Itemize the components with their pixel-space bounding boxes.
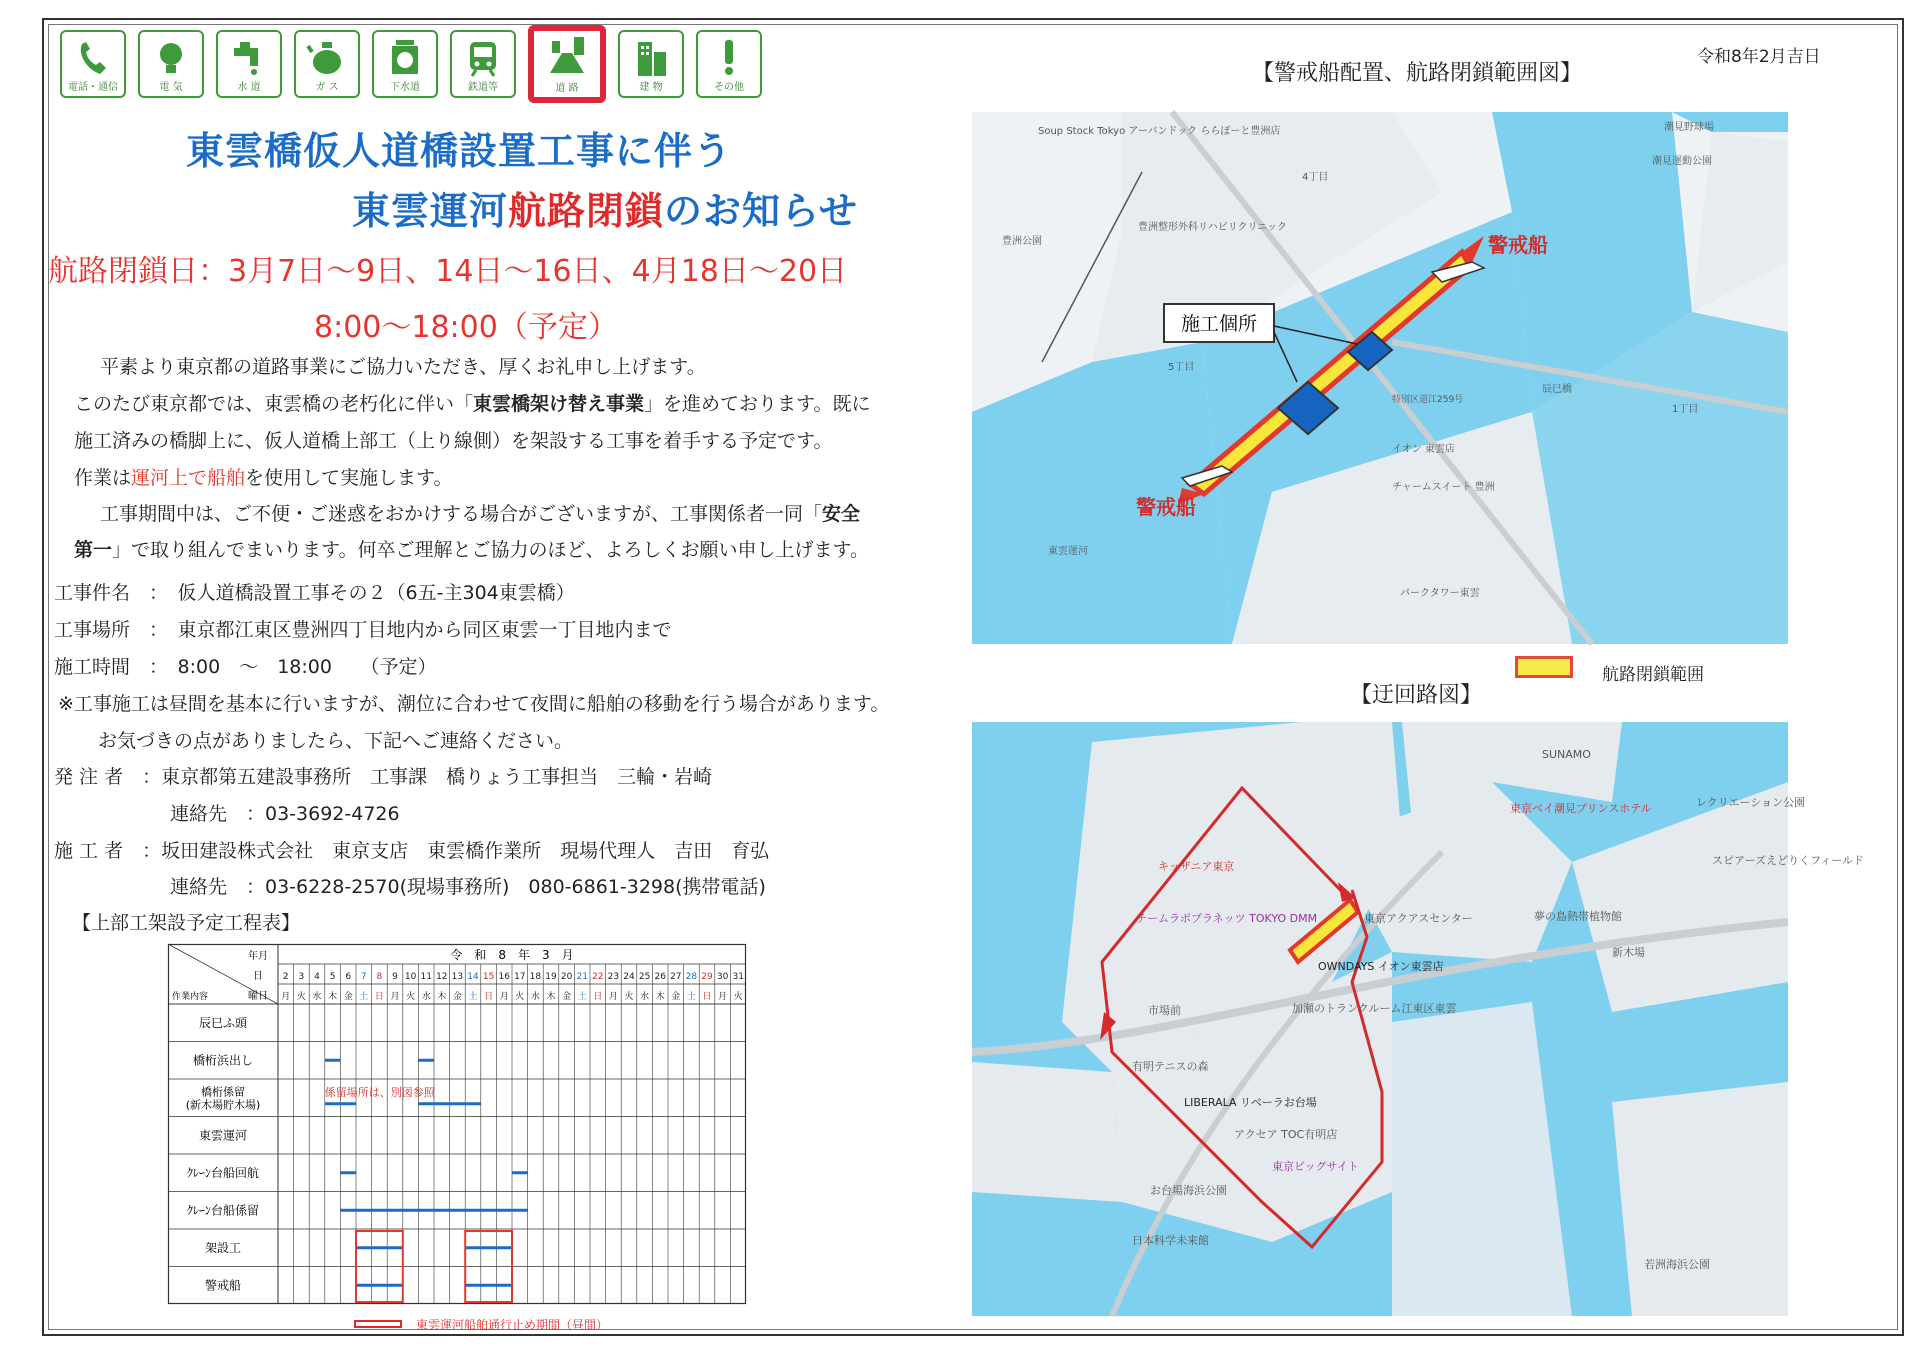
map1-place-label: 東雲運河 bbox=[1048, 546, 1088, 557]
closure-area-map bbox=[972, 112, 1788, 644]
map1-place-label: 潮見運動公園 bbox=[1652, 156, 1712, 167]
schedule-day: 21 bbox=[576, 972, 588, 982]
body-paragraph-3: 施工済みの橋脚上に、仮人道橋上部工（上り線側）を架設する工事を着手する予定です。 bbox=[74, 430, 833, 452]
schedule-dow: 日 bbox=[593, 992, 603, 1002]
schedule-day: 26 bbox=[654, 972, 666, 982]
map2-place-label: 東京アクアスセンター bbox=[1364, 912, 1473, 925]
body-paragraph-2: このたび東京都では、東雲橋の老朽化に伴い「東雲橋架け替え事業」を進めております。既に bbox=[74, 393, 871, 415]
schedule-task-label: 架設工 bbox=[204, 1240, 242, 1255]
schedule-dow: 火 bbox=[406, 992, 416, 1002]
map1-place-label: 4丁目 bbox=[1302, 172, 1329, 183]
contractor: 施 工 者 ：坂田建設株式会社 東京支店 東雲橋作業所 現場代理人 吉田 育弘 bbox=[54, 840, 770, 862]
detail-place: 工事場所 ： 東京都江東区豊洲四丁目地内から同区東雲一丁目地内まで bbox=[54, 619, 672, 641]
map2-place-label: お台場海浜公園 bbox=[1150, 1184, 1227, 1197]
lightbulb-icon bbox=[152, 38, 190, 78]
page-title-line2: 東雲運河航路閉鎖のお知らせ bbox=[352, 189, 858, 233]
contact-note: お気づきの点がありましたら、下記へご連絡ください。 bbox=[98, 730, 574, 752]
schedule-day: 17 bbox=[514, 972, 526, 982]
map2-place-label: 夢の島熱帯植物館 bbox=[1534, 910, 1622, 923]
map1-place-label: パークタワー東雲 bbox=[1400, 588, 1480, 599]
category-kettle bbox=[294, 30, 360, 98]
schedule-task-label: ｸﾚｰﾝ台船回航 bbox=[186, 1165, 260, 1180]
category-label: その他 bbox=[714, 82, 744, 93]
category-sewer bbox=[372, 30, 438, 98]
schedule-day: 28 bbox=[685, 972, 698, 982]
map2-place-label: キッザニア東京 bbox=[1158, 860, 1235, 873]
schedule-day: 30 bbox=[716, 972, 729, 982]
page-title-line1: 東雲橋仮人道橋設置工事に伴う bbox=[186, 129, 733, 173]
schedule-dow: 金 bbox=[343, 992, 353, 1002]
orderer: 発 注 者 ：東京都第五建設事務所 工事課 橋りょう工事担当 三輪・岩崎 bbox=[54, 766, 713, 788]
category-road bbox=[528, 25, 606, 103]
map1-place-label: 潮見野球場 bbox=[1664, 122, 1714, 133]
map1-site-label: 施工個所 bbox=[1180, 313, 1258, 335]
schedule-dow: 水 bbox=[640, 992, 650, 1002]
schedule-day: 5 bbox=[329, 972, 336, 982]
schedule-day: 2 bbox=[282, 972, 289, 982]
map1-place-label: 5丁目 bbox=[1168, 362, 1195, 373]
category-label: 水 道 bbox=[237, 82, 261, 93]
category-icon-strip bbox=[60, 30, 762, 102]
schedule-dow: 土 bbox=[468, 992, 478, 1002]
detail-name: 工事件名 ： 仮人道橋設置工事その２（6五-主304東雲橋） bbox=[54, 582, 575, 604]
map2-place-label: SUNAMO bbox=[1542, 748, 1591, 761]
map1-place-label: チャームスイート 豊洲 bbox=[1392, 482, 1495, 493]
map1-place-label: 辰巳橋 bbox=[1542, 384, 1572, 395]
exclamation-icon bbox=[710, 38, 748, 78]
schedule-dow: 火 bbox=[515, 992, 525, 1002]
schedule-header-task: 作業内容 bbox=[171, 992, 209, 1002]
contractor-tel: 連絡先 ：03-6228-2570(現場事務所) 080-6861-3298(携帯電話) bbox=[170, 876, 766, 898]
map2-place-label: LIBERALA リベーラお台場 bbox=[1184, 1096, 1317, 1109]
map2-place-label: 東京ビッグサイト bbox=[1272, 1160, 1359, 1173]
schedule-day: 25 bbox=[638, 972, 651, 982]
schedule-dow: 土 bbox=[577, 992, 587, 1002]
category-label: 鉄道等 bbox=[468, 82, 498, 93]
map1-place-label: 1丁目 bbox=[1672, 404, 1699, 415]
closure-period-legend-bar bbox=[354, 1320, 402, 1328]
schedule-dow: 土 bbox=[359, 992, 369, 1002]
schedule-day: 9 bbox=[392, 972, 398, 982]
schedule-dow: 月 bbox=[499, 992, 509, 1002]
map1-title: 【警戒船配置、航路閉鎖範囲図】 bbox=[1252, 61, 1583, 86]
map2-block-w bbox=[972, 1062, 1122, 1202]
schedule-dow: 火 bbox=[624, 992, 634, 1002]
category-phone bbox=[60, 30, 126, 98]
body-paragraph-5: 工事期間中は、ご不便・ご迷惑をおかけする場合がございますが、工事関係者一同「安全 bbox=[100, 503, 861, 525]
map2-place-label: チームラボプラネッツ TOKYO DMM bbox=[1136, 912, 1318, 925]
detail-time: 施工時間 ： 8:00 ～ 18:00 （予定） bbox=[54, 656, 437, 678]
schedule-month: 令 和 8 年 3 月 bbox=[450, 948, 574, 962]
schedule-dow: 月 bbox=[390, 992, 400, 1002]
map2-place-label: 加瀬のトランクルーム江東区東雲 bbox=[1292, 1002, 1457, 1015]
schedule-day: 20 bbox=[560, 972, 573, 982]
schedule-dow: 水 bbox=[530, 992, 540, 1002]
detour-map bbox=[972, 722, 1865, 1316]
schedule-dow: 金 bbox=[452, 992, 462, 1002]
map1-guard-boat-label-2: 警戒船 bbox=[1136, 495, 1196, 519]
category-lightbulb bbox=[138, 30, 204, 98]
map2-place-label: レクリエーション公園 bbox=[1696, 796, 1806, 809]
schedule-task-label: 辰巳ふ頭 bbox=[198, 1015, 248, 1030]
closure-legend-swatch bbox=[1515, 656, 1573, 678]
schedule-dow: 木 bbox=[437, 992, 447, 1002]
map2-place-label: スピアーズえどりくフィールド bbox=[1712, 854, 1865, 867]
schedule-day: 8 bbox=[376, 972, 383, 982]
closure-legend-label: 航路閉鎖範囲 bbox=[1602, 665, 1704, 685]
schedule-header-year: 年月 bbox=[248, 951, 268, 962]
map2-place-label: 市場前 bbox=[1148, 1004, 1181, 1017]
map2-place-label: 東京ベイ潮見プリンスホテル bbox=[1510, 802, 1652, 815]
detail-note: ※工事施工は昼間を基本に行いますが、潮位に合わせて夜間に船舶の移動を行う場合があります。 bbox=[58, 693, 890, 715]
map2-place-label: OWNDAYS イオン東雲店 bbox=[1318, 960, 1444, 973]
schedule-dow: 日 bbox=[374, 992, 384, 1002]
category-label: 道 路 bbox=[555, 83, 579, 94]
closure-dates: 航路閉鎖日：3月7日～9日、14日～16日、4月18日～20日 bbox=[48, 254, 848, 289]
map2-place-label: 日本科学未来館 bbox=[1132, 1234, 1209, 1247]
schedule-day: 22 bbox=[592, 972, 604, 982]
map1-guard-boat-label-1: 警戒船 bbox=[1488, 233, 1548, 257]
schedule-task-label: 橋桁係留 bbox=[201, 1085, 245, 1099]
schedule-day: 11 bbox=[420, 972, 432, 982]
schedule-task-label: (新木場貯木場) bbox=[185, 1098, 261, 1112]
schedule-dow: 金 bbox=[562, 992, 572, 1002]
orderer-tel: 連絡先 ：03-3692-4726 bbox=[170, 803, 400, 825]
category-exclamation bbox=[696, 30, 762, 98]
schedule-day: 3 bbox=[298, 972, 305, 982]
issue-date: 令和8年2月吉日 bbox=[1697, 47, 1821, 67]
schedule-dow: 水 bbox=[312, 992, 322, 1002]
map2-place-label: 新木場 bbox=[1612, 946, 1645, 959]
schedule-header-day: 日 bbox=[253, 971, 263, 982]
category-label: 建 物 bbox=[639, 82, 663, 93]
faucet-icon bbox=[230, 38, 268, 78]
schedule-day: 31 bbox=[732, 972, 744, 982]
building-icon bbox=[632, 38, 670, 78]
schedule-day: 27 bbox=[670, 972, 682, 982]
category-label: ガ ス bbox=[315, 82, 339, 93]
schedule-dow: 火 bbox=[296, 992, 306, 1002]
schedule-table bbox=[168, 944, 746, 1314]
schedule-dow: 木 bbox=[546, 992, 556, 1002]
schedule-dow: 水 bbox=[421, 992, 431, 1002]
body-paragraph-6: 第一」で取り組んでまいります。何卒ご理解とご協力のほど、よろしくお願い申し上げます。 bbox=[74, 539, 869, 561]
schedule-day: 19 bbox=[545, 972, 557, 982]
schedule-dow: 月 bbox=[608, 992, 618, 1002]
schedule-dow: 月 bbox=[281, 992, 291, 1002]
schedule-day: 10 bbox=[404, 972, 417, 982]
schedule-dow: 木 bbox=[328, 992, 338, 1002]
map1-place-label: イオン 東雲店 bbox=[1392, 444, 1455, 455]
map2-place-label: 有明テニスの森 bbox=[1132, 1060, 1209, 1073]
phone-icon bbox=[74, 38, 112, 78]
category-label: 下水道 bbox=[390, 82, 420, 93]
map2-title: 【迂回路図】 bbox=[1350, 683, 1483, 708]
schedule-dow: 火 bbox=[733, 992, 743, 1002]
schedule-task-label: 橋桁浜出し bbox=[192, 1053, 254, 1068]
schedule-day: 4 bbox=[314, 972, 320, 982]
schedule-day: 12 bbox=[436, 972, 448, 982]
schedule-dow: 土 bbox=[686, 992, 696, 1002]
train-icon bbox=[464, 38, 502, 78]
closure-period-legend: 東雲運河船舶通行止め期間（昼間） bbox=[416, 1318, 609, 1332]
schedule-day: 29 bbox=[701, 972, 713, 982]
category-label: 電話・通信 bbox=[68, 82, 118, 93]
schedule-day: 15 bbox=[482, 972, 495, 982]
kettle-icon bbox=[308, 38, 346, 78]
map2-place-label: アクセア TOC有明店 bbox=[1234, 1128, 1338, 1141]
schedule-day: 24 bbox=[623, 972, 635, 982]
schedule-title: 【上部工架設予定工程表】 bbox=[72, 912, 301, 934]
category-faucet bbox=[216, 30, 282, 98]
map2-place-label: 若洲海浜公園 bbox=[1644, 1258, 1710, 1271]
schedule-task-label: 東雲運河 bbox=[198, 1128, 248, 1143]
road-icon bbox=[548, 35, 586, 75]
body-paragraph-4: 作業は運河上で船舶を使用して実施します。 bbox=[74, 467, 453, 489]
schedule-task-label: 警戒船 bbox=[204, 1278, 242, 1293]
body-paragraph-1: 平素より東京都の道路事業にご協力いただき、厚くお礼申し上げます。 bbox=[100, 356, 706, 378]
closure-time: 8:00～18:00（予定） bbox=[314, 310, 618, 345]
schedule-day: 18 bbox=[529, 972, 542, 982]
schedule-dow: 日 bbox=[484, 992, 494, 1002]
schedule-mooring-note: 係留場所は、別図参照 bbox=[324, 1085, 435, 1099]
schedule-day: 16 bbox=[498, 972, 510, 982]
category-building bbox=[618, 30, 684, 98]
map2-block-far-se bbox=[1612, 1082, 1788, 1316]
schedule-day: 6 bbox=[345, 972, 352, 982]
map1-place-label: 豊洲整形外科リハビリクリニック bbox=[1138, 222, 1287, 233]
schedule-header-dow: 曜日 bbox=[248, 991, 268, 1002]
schedule-day: 7 bbox=[360, 972, 367, 982]
category-label: 電 気 bbox=[159, 82, 183, 93]
map1-place-label: 特別区道江259号 bbox=[1392, 395, 1464, 405]
sewer-icon bbox=[386, 38, 424, 78]
schedule-day: 14 bbox=[467, 972, 479, 982]
schedule-dow: 日 bbox=[702, 992, 712, 1002]
schedule-day: 23 bbox=[607, 972, 620, 982]
category-train bbox=[450, 30, 516, 98]
map1-place-label: Soup Stock Tokyo アーバンドック ららぽーと豊洲店 bbox=[1038, 126, 1281, 137]
schedule-dow: 木 bbox=[655, 992, 665, 1002]
schedule-dow: 月 bbox=[718, 992, 728, 1002]
schedule-dow: 金 bbox=[671, 992, 681, 1002]
map1-place-label: 豊洲公園 bbox=[1002, 236, 1042, 247]
schedule-day: 13 bbox=[451, 972, 464, 982]
schedule-task-label: ｸﾚｰﾝ台船係留 bbox=[186, 1203, 260, 1218]
